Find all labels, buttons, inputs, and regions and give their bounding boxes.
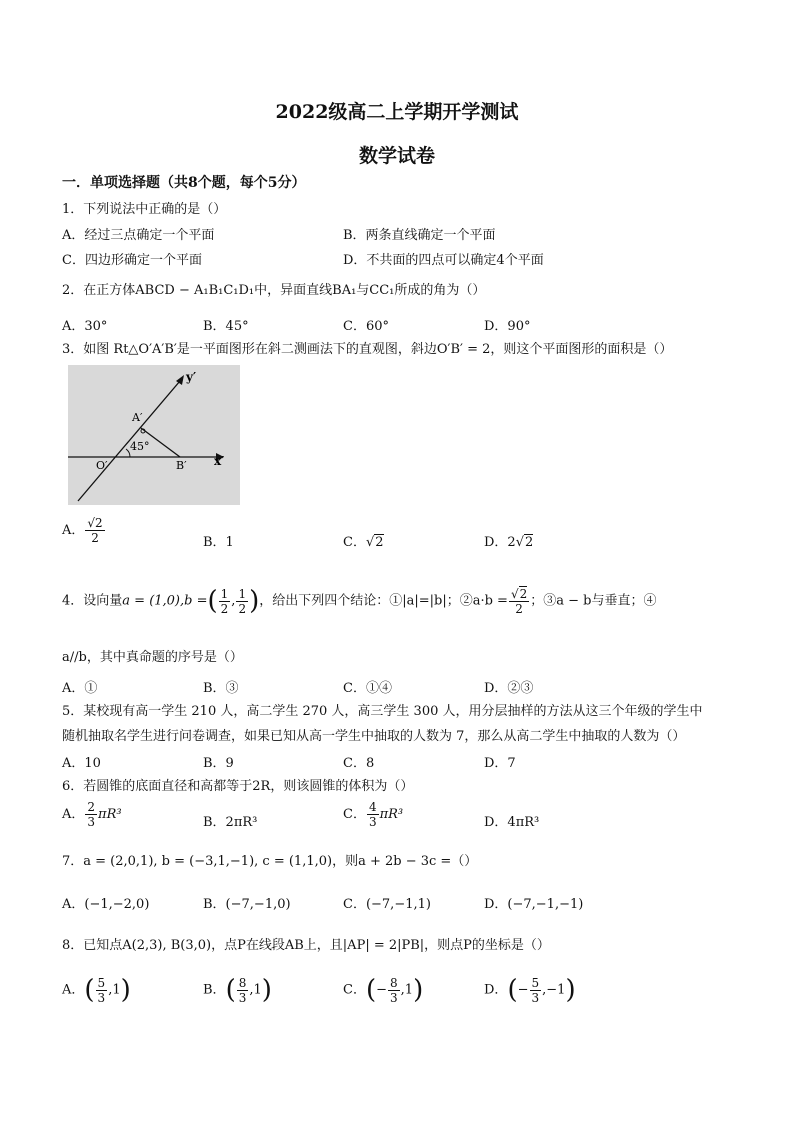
q2-option-a: A．30° [62, 319, 108, 334]
exam-title: 2022级高二上学期开学测试 [275, 101, 519, 123]
q5-option-a: A．10 [62, 756, 101, 771]
exam-subtitle: 数学试卷 [358, 145, 435, 167]
q7-stem: 7．a = (2,0,1), b = (−3,1,−1), c = (1,1,0)，则a + 2b − 3c =（） [62, 854, 478, 869]
q3-option-d: D．2√2 [484, 535, 534, 550]
oblique-triangle-diagram [68, 365, 240, 505]
q3-option-c: C．√2 [343, 535, 384, 550]
q8-option-b: B．( $\frac{8}{3}$ ,1) [203, 975, 272, 1005]
q3-stem: 3．如图 Rt△O′A′B′是一平面图形在斜二测画法下的直观图，斜边O′B′ = 2，则这个平面图形的面积是（） [62, 342, 673, 357]
q1-option-d: D．不共面的四点可以确定4个平面 [343, 253, 544, 268]
q5-option-b: B．9 [203, 756, 234, 771]
q5-option-c: C．8 [343, 756, 375, 771]
q6-option-b: B．2πR³ [203, 815, 258, 830]
q1-option-c: C．四边形确定一个平面 [62, 253, 202, 268]
q8-option-c: C．(− $\frac{8}{3}$ ,1) [343, 975, 424, 1005]
q5-stem-line2: 随机抽取名学生进行问卷调查，如果已知从高一学生中抽取的人数为 7，那么从高二学生中抽取的人数为（） [62, 729, 686, 744]
q2-option-d: D．90° [484, 319, 531, 334]
q6-stem: 6．若圆锥的底面直径和高都等于2R，则该圆锥的体积为（） [62, 779, 414, 794]
q4-stem-line2: a//b，其中真命题的序号是（） [62, 650, 243, 665]
q8-option-a: A．( $\frac{5}{3}$ ,1) [62, 975, 131, 1005]
q1-option-a: A．经过三点确定一个平面 [62, 228, 215, 243]
q7-option-d: D．(−7,−1,−1) [484, 897, 584, 912]
y-axis-label: y′ [186, 370, 197, 384]
q8-stem: 8．已知点A(2,3), B(3,0)，点P在线段AB上，且|AP| = 2|PB|，则点P的坐标是（） [62, 938, 550, 953]
y-axis-line [78, 381, 180, 501]
q2-option-b: B．45° [203, 319, 249, 334]
q4-option-c: C．①④ [343, 681, 392, 696]
q4-option-d: D．②③ [484, 681, 534, 696]
q3-option-a: A． $\frac{√2}{2}$ [62, 516, 103, 545]
q6-option-c: C． $\frac{4}{3}$ πR³ [343, 800, 404, 829]
q2-stem: 2．在正方体ABCD − A₁B₁C₁D₁中，异面直线BA₁与CC₁所成的角为（） [62, 283, 486, 298]
q8-option-d: D．(− $\frac{5}{3}$ ,−1) [484, 975, 576, 1005]
point-b-label: B′ [176, 459, 187, 472]
x-axis-label: x′ [214, 454, 225, 468]
q1-stem: 1．下列说法中正确的是（） [62, 202, 227, 217]
point-a-label: A′ [132, 411, 143, 424]
q6-option-a: A． $\frac{2}{3}$ πR³ [62, 800, 122, 829]
q7-option-a: A．(−1,−2,0) [62, 897, 150, 912]
point-o-label: O′ [96, 459, 108, 472]
q5-stem-line1: 5．某校现有高一学生 210 人，高二学生 270 人，高三学生 300 人，用分层抽样的方法从这三个年级的学生中 [62, 704, 703, 719]
q2-option-c: C．60° [343, 319, 389, 334]
q4-option-a: A．① [62, 681, 98, 696]
q3-option-b: B．1 [203, 535, 234, 550]
q7-option-b: B．(−7,−1,0) [203, 897, 291, 912]
angle-label: 45° [130, 440, 150, 453]
q5-option-d: D．7 [484, 756, 516, 771]
q4-stem: 4．设向量a = (1,0),b =( $\frac{1}{2}$ , $\frac{1}{2}$ )，给出下列四个结论：①|a|=|b|；②a·b = $\frac{√2}{2}$ ；③a − b与垂直；④ [62, 586, 657, 616]
q4-option-b: B．③ [203, 681, 239, 696]
q3-figure [68, 365, 240, 505]
q7-option-c: C．(−7,−1,1) [343, 897, 431, 912]
q1-option-b: B．两条直线确定一个平面 [343, 228, 496, 243]
q6-option-d: D．4πR³ [484, 815, 540, 830]
section-heading: 一．单项选择题（共8个题，每个5分） [62, 175, 306, 191]
